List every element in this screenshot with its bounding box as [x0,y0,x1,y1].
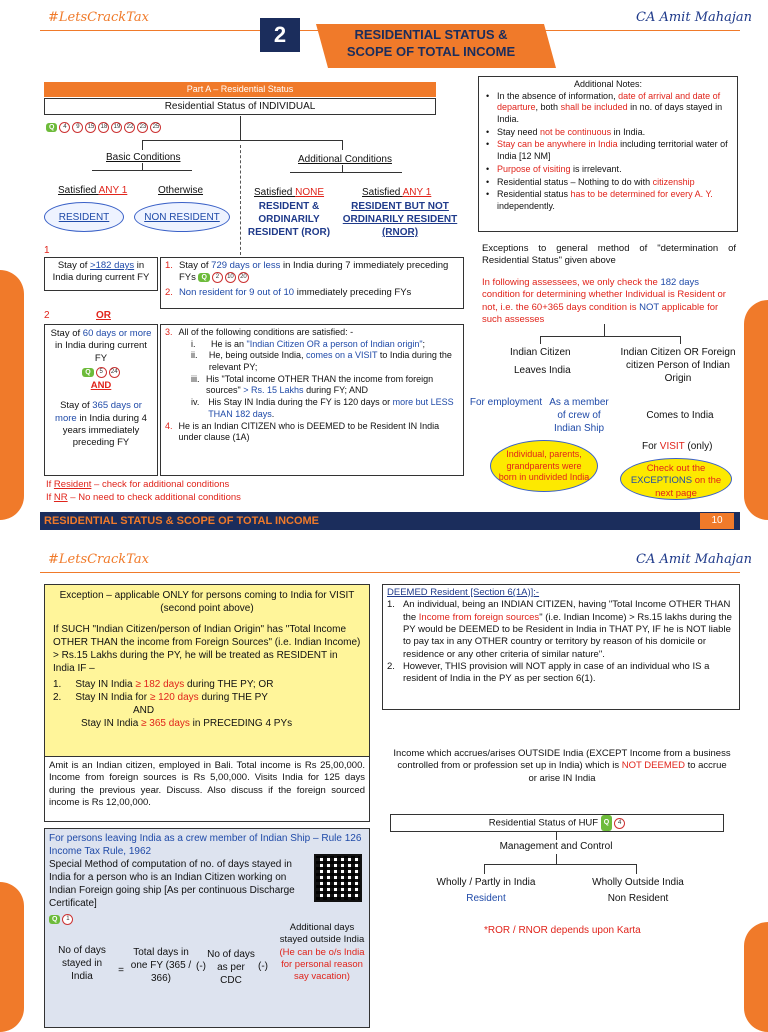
num: 1. [165,260,173,271]
t: In the absence of information, [497,90,619,101]
t: Stay IN India for [75,692,150,703]
indian-citizen-label: Indian Citizen [510,347,571,358]
text-blue: >182 days [90,260,135,271]
tree-line [556,854,557,864]
tree-line [680,336,681,344]
t-red: shall be included [560,102,628,113]
num: iii. [191,373,200,384]
individual-note-cloud: Individual, parents, grandparents were born in undivided India [490,440,598,492]
otherwise-label: Otherwise [158,185,204,196]
t: His "Total income OTHER THAN the income from foreign sources" [206,373,434,396]
deemed-title: DEEMED Resident [Section 6(1A)]:- [387,587,540,598]
tree-line [342,140,343,150]
leaves-india-label: Leaves India [514,365,571,376]
t-blue: 365 days or more [55,400,142,424]
question-tags-huf [601,815,625,831]
amit-case-box: Amit is an Indian citizen, employed in Bali. Total income is Rs 25,00,000. Income from foreign sources is Rs 5,00,000. Visits India for 125 days during the previous year. Discuss. Also discuss if the foreign sourced income is Rs 12,00,000. [44,756,370,822]
t: Stay need [497,126,541,137]
num: 2. [165,286,173,298]
t-red: VISIT [659,441,685,452]
exception-title: Exception – applicable ONLY for persons coming to India for VISIT (second point above) [59,590,355,614]
t-u: Resident [53,479,92,490]
t: applicable for such assesses [482,301,719,326]
non-resident-label: Non Resident [607,893,669,904]
question-tags-2 [198,272,248,283]
brand-tag: #LetsCrackTax [48,552,149,567]
page-2 [0,542,768,1024]
text: in India during current FY [52,260,150,284]
text [206,374,459,397]
t: in India. [611,126,646,137]
t: Income which accrues/arises OUTSIDE India (EXCEPT Income from a business controlled from or profession set up in India) which is [393,748,731,772]
satisfied-none [254,186,324,199]
and-label: AND [90,380,112,392]
basic-condition-1 [44,257,158,291]
text [208,397,459,420]
if-resident-note [46,479,229,491]
resident-cloud: RESIDENT [44,202,124,232]
crew-body: Special Method of computation of no. of days stayed in India for a person who is an Indian Citizen working on Indian Foreign going ship [As per continuous Discharge Certificate] [49,859,295,909]
formula-minus-1: (-) [196,961,206,972]
t: In following assessees, we only check the [482,277,661,288]
tree-line [540,336,680,337]
any1-label: ANY 1 [402,187,432,198]
satisfied-label: Satisfied [362,187,403,198]
none-label: NONE [295,187,325,198]
t-red: ≥ 365 days [141,718,190,729]
text: However, THIS provision will NOT apply in case of an individual who IS a resident of India in the PY as per section 6(1). [402,661,710,685]
tree-line [556,832,557,840]
exception-item-1 [53,678,361,691]
t-red: Purpose of visiting [497,163,571,174]
t: in India during 4 years immediately preceding FY [62,412,147,449]
t-red: Income from foreign sources [418,611,540,623]
t: (only) [684,441,713,452]
note [483,127,733,139]
t-blue: Non resident for 9 out of 10 [178,286,295,298]
ac-item-1 [165,260,459,285]
management-control-label: Management and Control [499,841,613,852]
num: ii. [191,350,198,361]
exceptions-body [482,277,736,326]
t: Stay of [178,260,212,271]
t: in no. of days stayed in India. [497,102,723,125]
ac3-iii [165,374,459,397]
left-orange-accent [0,882,24,1032]
tree-line [290,172,402,173]
satisfied-label: Satisfied [254,187,296,198]
basic-conditions-label: Basic Conditions [106,152,181,163]
q-num: 9 [72,122,83,133]
karta-note: *ROR / RNOR depends upon Karta [484,925,641,936]
question-badge: Q [601,815,612,831]
t: is irrelevant. [570,163,622,174]
t: " (i.e. Indian Income) > Rs.15 lakhs during the PY would be DEEMED to be Resident in India in THAT PY, IF he is NOT liable to pay tax in any OTHER country or territory by reason of his domicile or residence or any other criteria of similar nature". [402,611,732,660]
t-blue: more but LESS THAN 182 days [208,397,454,419]
t-red: (He can be o/s India for personal reason say vacation) [279,946,365,983]
exception-body: If SUCH "Indian Citizen/person of Indian Origin" has "Total Income OTHER THAN the income from Foreign Sources" (i.e. Indian Income) > Rs.15 Lakhs during the PY, he will be treated as RESIDENT in India IF – [53,624,361,674]
ac3-i [165,339,459,351]
q-num: 23 [137,122,148,133]
basic-condition-number-1: 1 [44,245,50,256]
num: 1. [387,599,395,611]
deemed-resident-box [382,584,740,710]
question-badge: Q [82,368,93,377]
non-resident-cloud: NON RESIDENT [134,202,230,232]
t-blue: 729 days or less [211,260,281,271]
q-num: 4 [59,122,70,133]
additional-conditions-1-2 [160,257,464,309]
right-orange-accent [744,300,768,520]
t-blue: > Rs. 15 Lakhs [243,385,304,396]
t-red: date of arrival and date of departure [497,90,721,113]
q-num: 19 [111,122,122,133]
dashed-divider [240,145,241,255]
wholly-partly-label: Wholly / Partly in India [436,877,536,888]
text: Stay of [57,260,91,271]
stay60 [48,328,154,365]
notes-title: Additional Notes: [573,79,643,89]
tree-line [142,140,342,141]
t: An individual, being an INDIAN CITIZEN, having "Total Income OTHER THAN the [402,599,731,623]
t-red: ≥ 120 days [149,692,199,703]
resident-label: Resident [466,893,506,904]
if-nr-note [46,492,241,504]
note [483,189,733,212]
rs-individual-heading: Residential Status of INDIVIDUAL [44,98,436,115]
brand-tag: #LetsCrackTax [48,10,149,25]
satisfied-any1-basic [58,184,127,197]
q-num: 1 [62,914,73,925]
ac3-ii [165,350,459,373]
additional-conditions-label: Additional Conditions [298,154,392,165]
tree-line [636,864,637,874]
t: in India during 7 immediately preceding FYs [178,260,449,284]
q-num: 5 [96,367,107,378]
q-num: 25 [150,122,161,133]
t-red: has to be determined for every A. Y. [570,189,713,200]
formula-equals: = [118,965,124,976]
q-num: 20 [238,272,249,283]
t-red: not be continuous [540,126,612,137]
formula-days-india: No of days stayed in India [58,945,106,982]
t-red: NOT DEEMED [621,760,685,772]
q-num: 18 [98,122,109,133]
and-label: AND [133,705,155,716]
q-num: 4 [614,818,625,829]
q-num: 10 [225,272,236,283]
t: Stay of [60,400,93,412]
q-num: 24 [109,367,120,378]
question-tags-1 [46,122,161,133]
checkout-exceptions-cloud [620,458,732,500]
author-signature: CA Amit Mahajan [636,10,753,25]
author-signature: CA Amit Mahajan [636,552,753,567]
num: 2. [387,661,395,673]
t: ; [422,338,426,349]
t: Residential status – Nothing to do with [497,176,653,187]
note [483,177,733,189]
tree-line [604,324,605,336]
ac3-iv [165,397,459,420]
ac-item-4 [165,421,459,444]
ror-label: RESIDENT & ORDINARILY RESIDENT (ROR) [247,201,331,238]
question-badge: Q [49,915,60,924]
t-blue: EXCEPTIONS [630,475,693,487]
tree-line [142,163,143,171]
t: If [46,492,54,503]
left-orange-accent [0,270,24,520]
citizen-or-pio-label: Indian Citizen OR Foreign citizen Person of Indian Origin [620,347,736,384]
tree-line [484,864,485,874]
crew-title: For persons leaving India as a crew member of Indian Ship – Rule 126 Income Tax Rule, 1962 [49,833,362,857]
question-badge: Q [198,273,209,282]
num: 2. [53,692,62,703]
q-num: 22 [124,122,135,133]
for-visit-label [642,440,712,453]
basic-condition-number-2: 2 [44,310,50,321]
note [483,139,733,162]
notes-list [483,91,733,213]
t-red: citizenship [652,176,695,187]
for-employment-label: For employment [469,397,543,408]
t: independently. [497,200,555,211]
formula-additional [276,922,368,984]
t: For [642,441,660,452]
t: immediately preceding FYs [294,286,412,298]
text [69,691,268,704]
tree-line [240,116,241,140]
t-blue: "Indian Citizen OR a person of Indian origin" [246,338,423,349]
t: If [46,479,54,490]
text [209,350,459,373]
any1-label: ANY 1 [98,185,128,196]
t: He is an [211,338,247,349]
comes-to-india-label: Comes to India [646,410,714,421]
t: – check for additional conditions [91,479,230,490]
t: during THE PY; OR [184,679,274,690]
crew-member-label: As a member of crew of Indian Ship [549,397,609,434]
basic-condition-2 [44,324,158,476]
footer-title: RESIDENTIAL STATUS & SCOPE OF TOTAL INCOME [44,515,320,527]
text [69,678,273,691]
t: to accrue or arise IN India [528,760,727,784]
text [211,339,425,351]
question-badge: Q [46,123,57,132]
t-red: ≥ 182 days [135,679,185,690]
question-tags-3 [82,367,119,378]
chapter-number: 2 [260,18,300,52]
satisfied-any1-additional [362,186,431,199]
t: , both [535,102,561,113]
t: His Stay IN India during the FY is 120 days or [208,397,393,408]
deemed-2 [387,661,735,686]
or-label: OR [96,310,111,321]
page-number: 10 [700,513,734,529]
t-u: NR [53,492,68,503]
t-blue: 60 days or more [82,328,152,339]
qr-code-icon [314,854,362,902]
rnor-label: RESIDENT BUT NOT ORDINARILY RESIDENT (RNOR) [342,201,458,238]
text: He is an Indian CITIZEN who is DEEMED to be Resident IN India under clause (1A) [178,420,440,443]
formula-minus-2: (-) [258,961,268,972]
additional-notes [478,76,738,232]
q-num: 15 [85,122,96,133]
t-blue: comes on a VISIT [305,350,378,361]
tree-line [484,864,636,865]
t: Stay of [50,328,83,339]
part-a-heading: Part A – Residential Status [44,82,436,97]
accrue-note [392,748,732,785]
t: Stay IN India [75,679,136,690]
t: condition for determining whether Individual is Resident or not, i.e. the 60+365 days condition is [482,289,726,313]
num: i. [191,338,196,349]
exception-item-3 [53,717,361,730]
wholly-outside-label: Wholly Outside India [592,877,684,888]
stay365 [48,400,154,449]
t: including territorial water of India [12 NM] [497,139,728,162]
text: All of the following conditions are satisfied: - [178,327,354,337]
t: in PRECEDING 4 PYs [189,718,293,729]
num: 4. [165,420,173,431]
tree-line [540,336,541,344]
satisfied-label: Satisfied [58,185,99,196]
chapter-title-line2: SCOPE OF TOTAL INCOME [346,43,516,59]
note [483,91,733,126]
text [179,260,459,285]
note [483,164,733,176]
chapter-title-line1: RESIDENTIAL STATUS & [354,27,508,42]
t: He, being outside India, [208,350,306,361]
t-red: Stay can be anywhere in India [497,139,618,150]
tree-line [142,140,143,150]
deemed-1 [387,599,735,661]
t: – No need to check additional conditions [67,492,241,503]
additional-conditions-3-4 [160,324,464,476]
text [403,599,735,661]
t: on the next page [655,475,722,499]
formula-total: Total days in one FY (365 / 366) [130,947,192,984]
t: Additional days stayed outside India [279,922,365,946]
t: . [271,408,275,419]
num: 3. [165,327,173,337]
t: Stay IN India [81,718,142,729]
text [179,287,411,299]
formula-cdc: No of days as per CDC [207,949,255,986]
num: 1. [53,679,62,690]
t-blue: 182 days [660,277,700,288]
tree-line [342,165,343,173]
t: in India during current FY [55,340,147,364]
q-num: 2 [212,272,223,283]
num: iv. [191,397,200,408]
t: during THE PY [198,692,268,703]
ac-item-3 [165,327,459,339]
exception-item-2 [53,691,361,704]
exceptions-title: Exceptions to general method of "determination of Residential Status" given above [482,243,736,267]
t: Residential status [497,189,571,200]
ac-item-2 [165,287,459,299]
huf-heading [390,814,724,832]
t: during FY; AND [303,385,369,396]
t-blue: NOT [639,301,660,313]
huf-title: Residential Status of HUF [488,817,599,829]
chapter-title-text [316,27,546,61]
t: to India during the relevant PY; [208,350,452,373]
right-orange-accent [744,922,768,1032]
question-tags-crew [49,914,73,925]
t: Check out the [646,463,706,474]
header-line [40,572,740,573]
